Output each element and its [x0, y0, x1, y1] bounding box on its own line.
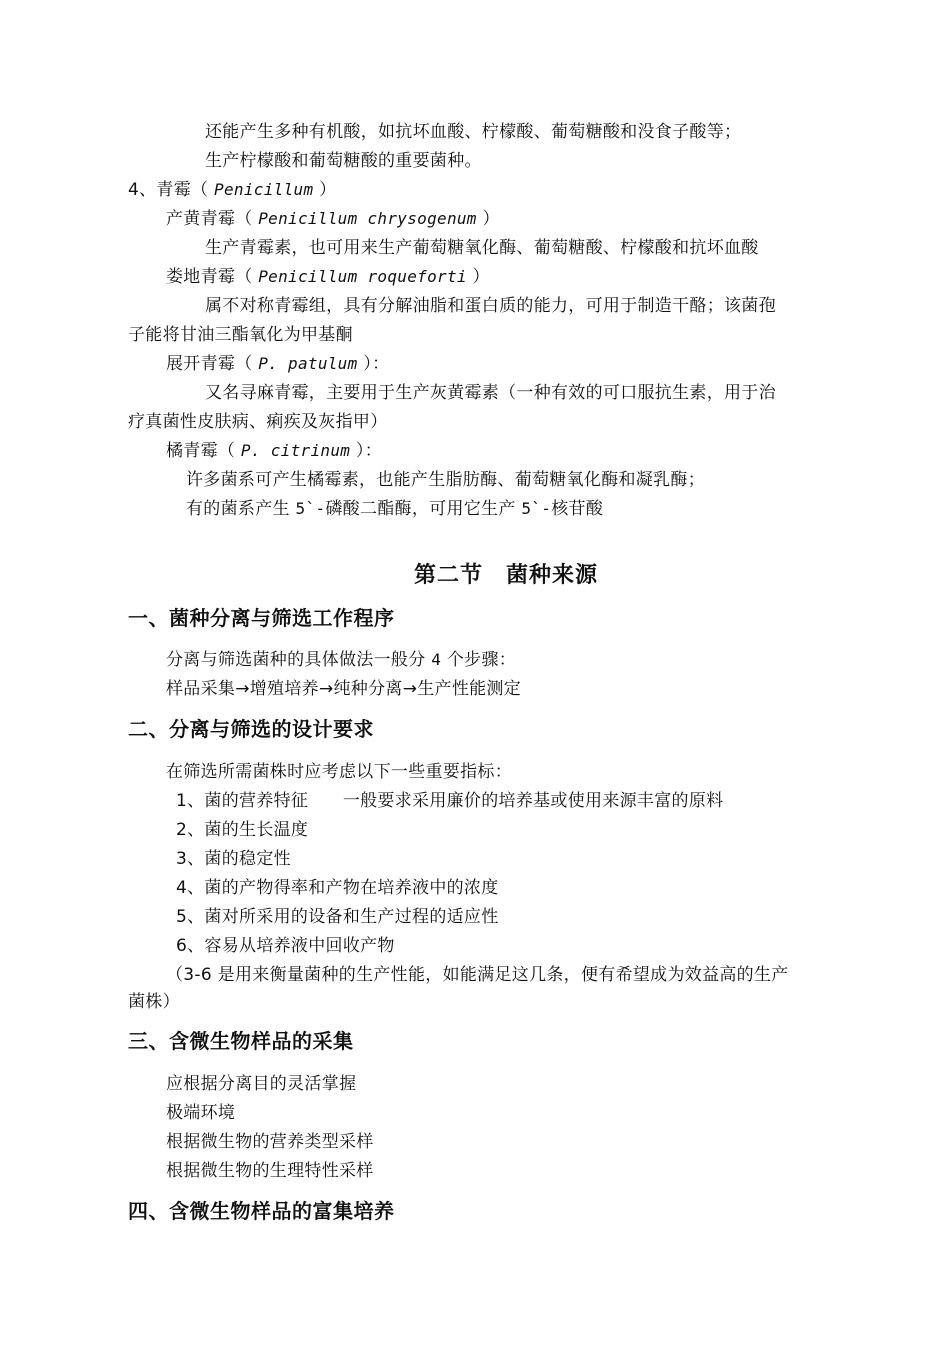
genus-heading-close: ） [319, 180, 337, 200]
species-desc-cont: 子能将甘油三酯氧化为甲基酮 [128, 325, 353, 345]
list-item: 6、容易从培养液中回收产物 [176, 936, 395, 956]
list-item: 极端环境 [166, 1103, 236, 1123]
text-line: 在筛选所需菌株时应考虑以下一些重要指标： [166, 762, 512, 782]
text-part: 个步骤： [446, 650, 517, 670]
genus-heading-cn: 4、青霉（ [128, 180, 209, 200]
desc-part: 5`- [521, 499, 552, 518]
species-desc: 又名寻麻青霉，主要用于生产灰黄霉素（一种有效的可口服抗生素，用于治 [205, 383, 776, 403]
genus-heading [128, 178, 336, 202]
list-item: 应根据分离目的灵活掌握 [166, 1074, 357, 1094]
desc-part: 5`- [295, 499, 326, 518]
note-line-cont: 菌株） [128, 992, 180, 1012]
subsection-heading: 三、含微生物样品的采集 [128, 1029, 354, 1053]
list-item: 4、菌的产物得率和产物在培养液中的浓度 [176, 878, 499, 898]
species-name-close: ）： [355, 441, 383, 461]
species-name-cn: 橘青霉（ [166, 441, 236, 461]
species-name [166, 207, 500, 231]
note-line: （3-6 是用来衡量菌种的生产性能，如能满足这几条，便有希望成为效益高的生产 [166, 965, 789, 985]
species-name-latin: Penicillum chrysogenum [258, 209, 477, 228]
species-name-latin: P. citrinum [240, 441, 351, 460]
species-name [166, 265, 490, 289]
text-line: 生产柠檬酸和葡萄糖酸的重要菌种。 [205, 151, 482, 171]
process-flow: 样品采集→增殖培养→纯种分离→生产性能测定 [166, 679, 522, 699]
species-desc: 生产青霉素，也可用来生产葡萄糖氧化酶、葡萄糖酸、柠檬酸和抗坏血酸 [205, 238, 759, 258]
species-desc: 属不对称青霉组，具有分解油脂和蛋白质的能力，可用于制造干酪；该菌孢 [205, 296, 776, 316]
species-name-cn: 娄地青霉（ [166, 267, 253, 287]
species-name-cn: 展开青霉（ [166, 354, 253, 374]
desc-part: 核苷酸 [551, 499, 604, 519]
list-item: 5、菌对所采用的设备和生产过程的适应性 [176, 907, 499, 927]
list-item: 根据微生物的营养类型采样 [166, 1132, 374, 1152]
genus-heading-latin: Penicillum [214, 180, 314, 199]
text-part: 分离与筛选菌种的具体做法一般分 [166, 650, 426, 670]
species-desc: 许多菌系可产生橘霉素，也能产生脂肪酶、葡萄糖氧化酶和凝乳酶； [186, 470, 705, 490]
list-item: 2、菌的生长温度 [176, 820, 309, 840]
species-name-cn: 产黄青霉（ [166, 209, 253, 229]
text-part: 4 [431, 650, 442, 669]
species-name-close: ） [482, 209, 500, 229]
species-name-close: ） [472, 267, 490, 287]
species-desc-cont: 疗真菌性皮肤病、痢疾及灰指甲） [128, 412, 388, 432]
list-item: 根据微生物的生理特性采样 [166, 1161, 374, 1181]
subsection-heading: 四、含微生物样品的富集培养 [128, 1199, 395, 1223]
species-name [166, 439, 382, 463]
species-name [166, 352, 389, 376]
species-name-latin: Penicillum roqueforti [258, 267, 467, 286]
section-title: 第二节 菌种来源 [413, 563, 598, 588]
list-item: 3、菌的稳定性 [176, 849, 291, 869]
subsection-heading: 二、分离与筛选的设计要求 [128, 717, 374, 741]
desc-part: 磷酸二酯酶，可用它生产 [325, 499, 516, 519]
desc-part: 有的菌系产生 [186, 499, 290, 519]
species-name-latin: P. patulum [258, 354, 358, 373]
species-desc [186, 497, 603, 521]
text-line [166, 648, 516, 672]
text-line: 还能产生多种有机酸，如抗坏血酸、柠檬酸、葡萄糖酸和没食子酸等； [205, 122, 742, 142]
subsection-heading: 一、菌种分离与筛选工作程序 [128, 606, 395, 630]
species-name-close: ）： [363, 354, 390, 374]
list-item: 1、菌的营养特征 一般要求采用廉价的培养基或使用来源丰富的原料 [176, 791, 724, 811]
